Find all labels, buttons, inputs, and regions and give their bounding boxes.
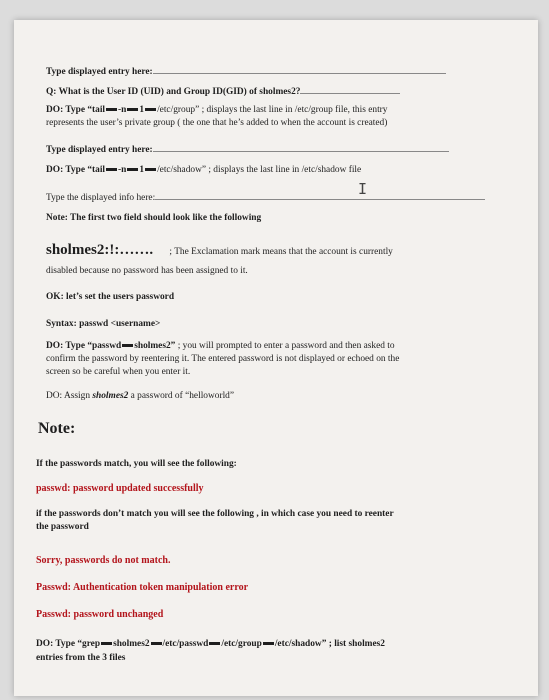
do-grep-desc: entries from the 3 files (36, 653, 126, 663)
passwords-nomatch-text-2: the password (36, 522, 89, 532)
passwords-match-text: If the passwords match, you will see the following: (36, 459, 237, 469)
error-no-match: Sorry, passwords do not match. (36, 555, 171, 566)
passwords-nomatch-text: if the passwords don’t match you will see the following , in which case you need to reenter (36, 509, 394, 519)
blank-line[interactable] (153, 142, 449, 152)
entry-prompt-3: Type the displayed info here: (46, 190, 485, 204)
space-marker (145, 108, 156, 111)
space-marker (101, 642, 112, 645)
space-marker (127, 168, 138, 171)
blank-line[interactable] (300, 84, 400, 94)
question-uid-gid: Q: What is the User ID (UID) and Group ID(GID) of sholmes2? (46, 84, 400, 98)
do-tail-shadow: DO: Type “tail -n 1 /etc/shadow” ; displays the last line in /etc/shadow file (46, 165, 362, 175)
do-passwd-desc-1: confirm the password by reentering it. The entered password is not displayed or echoed on the (46, 354, 400, 364)
space-marker (209, 642, 220, 645)
blank-line[interactable] (153, 64, 446, 74)
do-tail-group-desc: represents the user’s private group ( the one that he’s added to when the account is created) (46, 118, 388, 128)
error-unchanged: Passwd: password unchanged (36, 609, 164, 620)
sholmes-example: sholmes2:!:……. ; The Exclamation mark means that the account is currently (46, 242, 393, 258)
do-tail-group: DO: Type “tail -n 1 /etc/group” ; displays the last line in /etc/group file, this entry (46, 105, 388, 115)
space-marker (263, 642, 274, 645)
entry-prompt-2: Type displayed entry here: (46, 142, 449, 156)
passwd-success-message: passwd: password updated successfully (36, 483, 204, 494)
note-heading: Note: (38, 420, 76, 437)
document-page (14, 20, 538, 696)
sholmes-example-desc: disabled because no password has been assigned to it. (46, 266, 248, 276)
do-passwd-desc-2: screen so be careful when you enter it. (46, 367, 191, 377)
blank-line[interactable] (155, 190, 485, 200)
entry-prompt-1: Type displayed entry here: (46, 64, 446, 78)
do-grep: DO: Type “grep sholmes2 /etc/passwd /etc/group /etc/shadow” ; list sholmes2 (36, 639, 385, 649)
note-first-fields: Note: The first two field should look like the following (46, 213, 262, 223)
syntax-passwd: Syntax: passwd <username> (46, 319, 161, 329)
space-marker (127, 108, 138, 111)
space-marker (122, 344, 133, 347)
do-assign: DO: Assign sholmes2 a password of “helloworld” (46, 391, 235, 401)
space-marker (106, 108, 117, 111)
space-marker (151, 642, 162, 645)
do-passwd: DO: Type “passwd sholmes2” ; you will prompted to enter a password and then asked to (46, 341, 395, 351)
error-auth-token: Passwd: Authentication token manipulation error (36, 582, 249, 593)
ok-set-password: OK: let’s set the users password (46, 292, 175, 302)
space-marker (145, 168, 156, 171)
space-marker (106, 168, 117, 171)
text-cursor-icon: I (358, 180, 368, 198)
